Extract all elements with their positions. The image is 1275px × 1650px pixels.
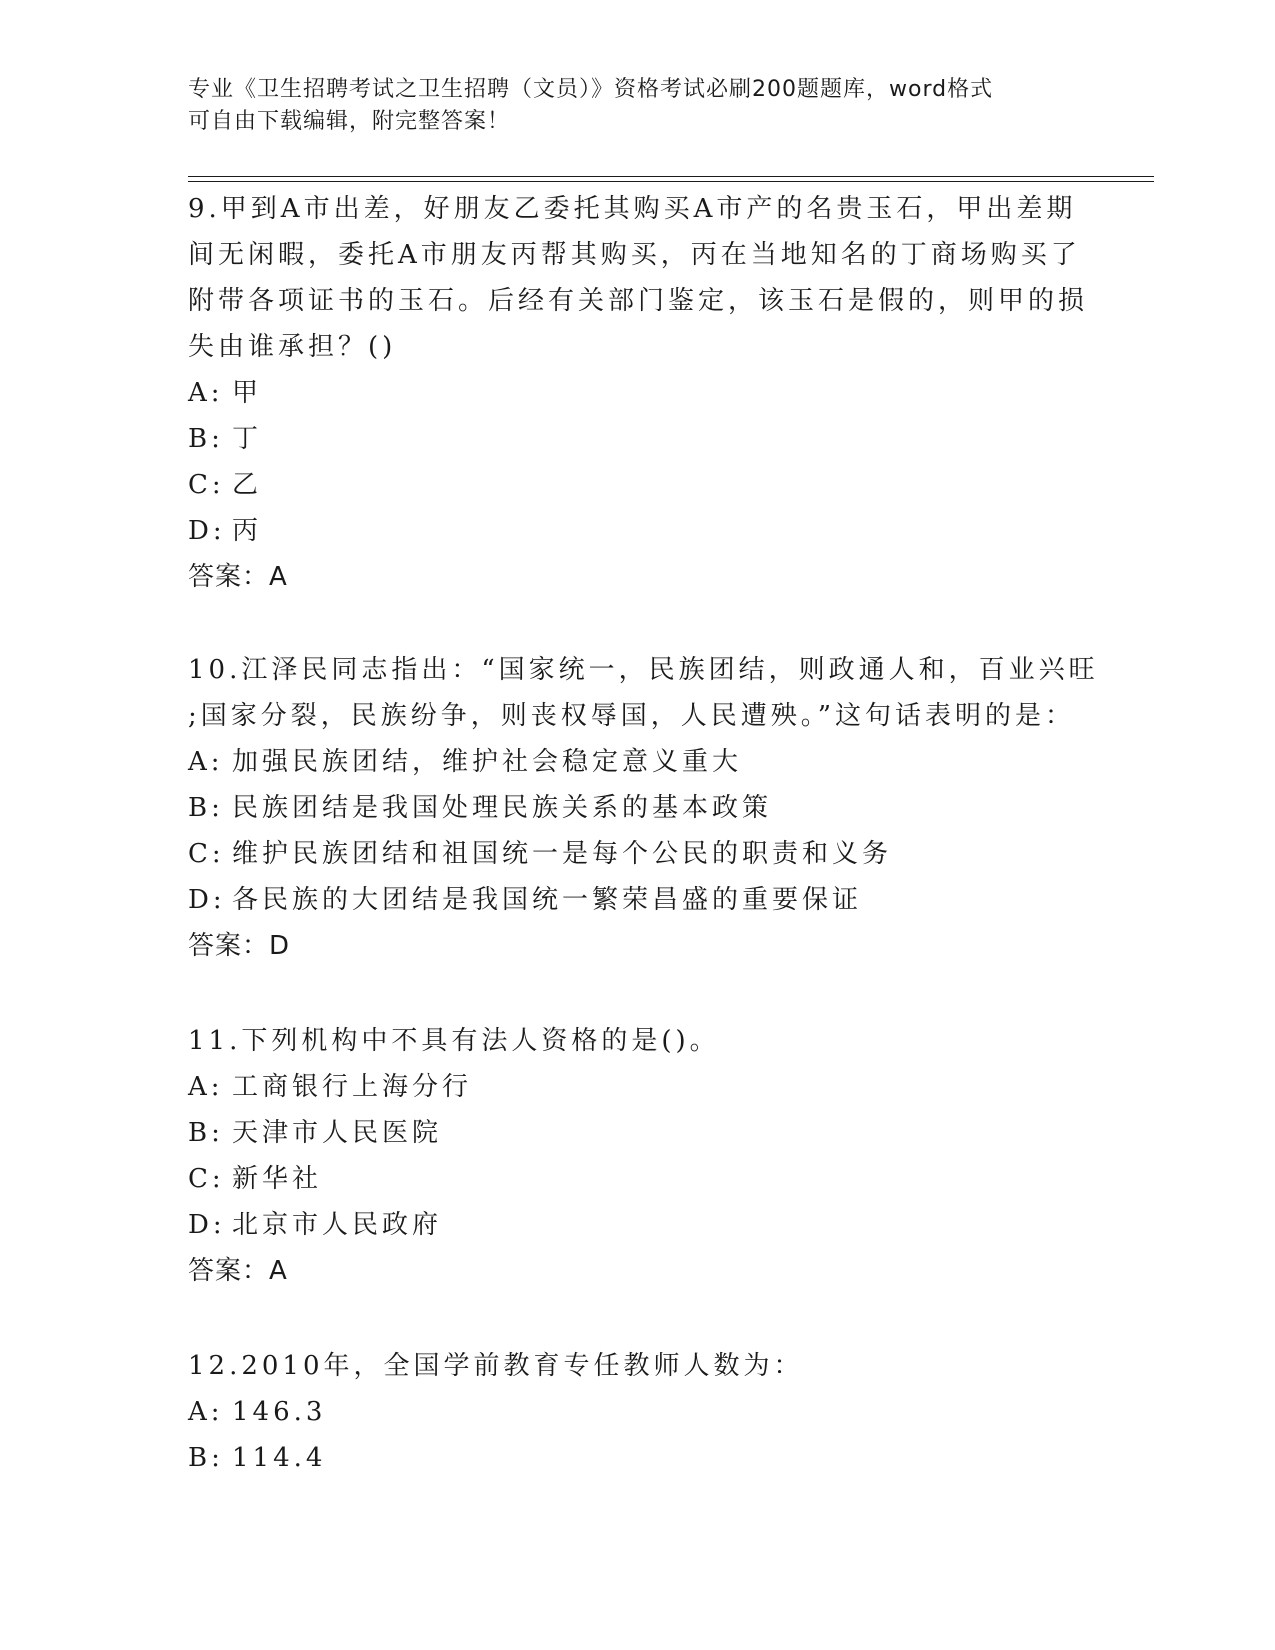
option-text: 加强民族团结，维护社会稳定意义重大 [232, 747, 743, 777]
header-divider-top [188, 176, 1154, 177]
question-text-line: 10.江泽民同志指出：“国家统一，民族团结，则政通人和，百业兴旺 [188, 655, 1099, 685]
option-text: 丙 [232, 516, 263, 546]
option-a [188, 1389, 1088, 1435]
option-text: 维护民族团结和祖国统一是每个公民的职责和义务 [232, 839, 893, 869]
option-b [188, 416, 1088, 462]
option-text: 天津市人民医院 [232, 1118, 443, 1148]
option-text: 各民族的大团结是我国统一繁荣昌盛的重要保证 [232, 885, 863, 915]
question-12 [188, 1343, 1088, 1481]
option-d [188, 877, 1088, 923]
option-label: A: [188, 378, 224, 408]
header-line-1: 专业《卫生招聘考试之卫生招聘（文员）》资格考试必刷200题题库，word格式 [188, 77, 994, 102]
question-text-line: 间无闲暇，委托A市朋友丙帮其购买，丙在当地知名的丁商场购买了 [188, 240, 1081, 270]
option-a [188, 739, 1088, 785]
option-text: 工商银行上海分行 [232, 1072, 473, 1102]
option-c [188, 831, 1088, 877]
option-a [188, 370, 1088, 416]
option-label: A: [188, 1397, 224, 1427]
question-text-line: 附带各项证书的玉石。后经有关部门鉴定，该玉石是假的，则甲的损 [188, 286, 1089, 316]
option-text: 甲 [232, 378, 263, 408]
question-text-line: 9.甲到A市出差，好朋友乙委托其购买A市产的名贵玉石，甲出差期 [188, 194, 1077, 224]
option-text: 丁 [232, 424, 263, 454]
option-text: 民族团结是我国处理民族关系的基本政策 [232, 793, 773, 823]
option-label: C: [188, 470, 225, 500]
option-label: B: [188, 793, 224, 823]
option-label: A: [188, 1072, 224, 1102]
question-9 [188, 186, 1088, 600]
option-label: C: [188, 839, 225, 869]
option-c [188, 1156, 1088, 1202]
option-label: A: [188, 747, 224, 777]
option-label: D: [188, 1210, 226, 1240]
answer-text: 答案：D [188, 931, 291, 961]
question-10 [188, 647, 1099, 969]
option-label: B: [188, 1118, 224, 1148]
option-text: 146.3 [232, 1397, 327, 1427]
question-text-line: ;国家分裂，民族纷争，则丧权辱国，人民遭殃。”这句话表明的是： [188, 701, 1076, 731]
option-label: D: [188, 516, 226, 546]
document-header [188, 74, 1088, 138]
option-text: 北京市人民政府 [232, 1210, 443, 1240]
option-b [188, 1435, 1088, 1481]
answer-text: 答案：A [188, 1256, 288, 1286]
option-b [188, 785, 1088, 831]
answer-text: 答案：A [188, 562, 288, 592]
question-11 [188, 1018, 1088, 1294]
option-label: B: [188, 1443, 224, 1473]
question-text-line: 12.2010年，全国学前教育专任教师人数为： [188, 1351, 804, 1381]
option-d [188, 1202, 1088, 1248]
option-a [188, 1064, 1088, 1110]
option-label: D: [188, 885, 226, 915]
option-text: 114.4 [232, 1443, 327, 1473]
option-label: C: [188, 1164, 225, 1194]
option-text: 乙 [232, 470, 263, 500]
option-d [188, 508, 1088, 554]
option-c [188, 462, 1088, 508]
question-text-line: 11.下列机构中不具有法人资格的是()。 [188, 1026, 720, 1056]
option-text: 新华社 [232, 1164, 323, 1194]
option-label: B: [188, 424, 224, 454]
header-divider-bottom [188, 181, 1154, 182]
question-text-line: 失由谁承担？() [188, 332, 397, 362]
option-b [188, 1110, 1088, 1156]
header-line-2: 可自由下载编辑，附完整答案！ [188, 109, 511, 134]
